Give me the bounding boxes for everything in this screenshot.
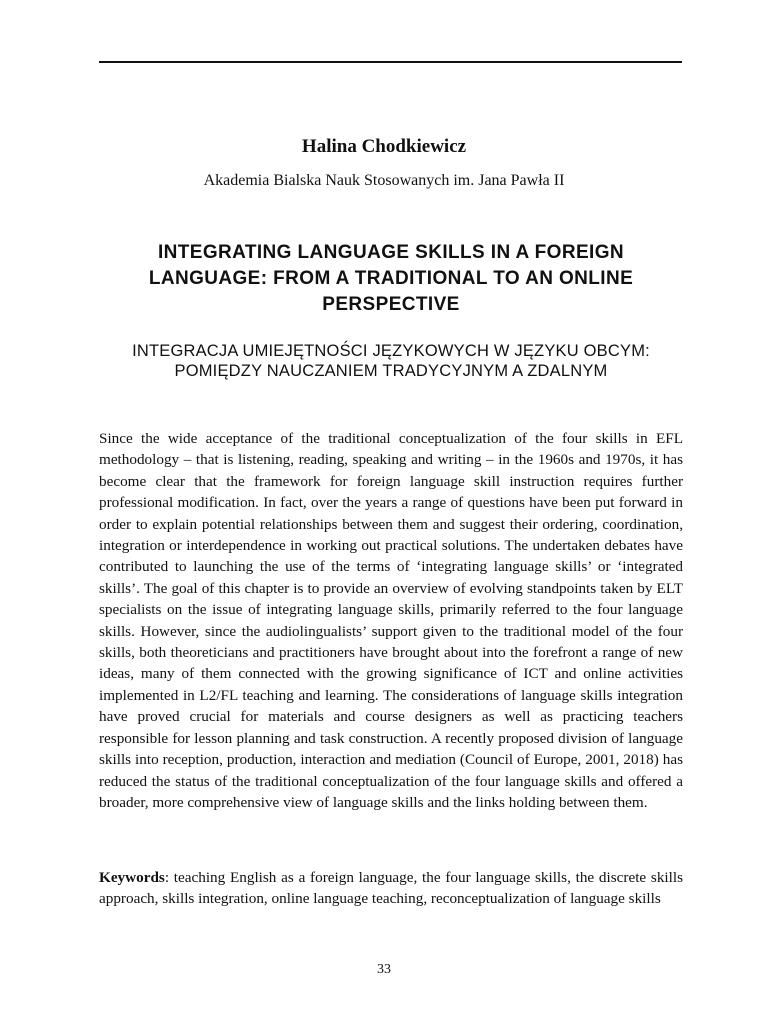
chapter-title-polish xyxy=(100,341,682,381)
title-en-line: INTEGRATING LANGUAGE SKILLS IN A FOREIGN xyxy=(157,242,625,263)
page-number: 33 xyxy=(377,962,391,977)
abstract-paragraph: Since the wide acceptance of the traditional conceptualization of the four skills in EFL methodology – that is listening, reading, speaking and writing – in the 1960s and 1970s, it has become clear that the framework for foreign language skill instruction requires further professional modification. In fact, over the years a range of questions have been put forward in order to explain potential relationships between them and suggest their ordering, coordination, integration or interdependence in working out practical solutions. The undertaken debates have contributed to launching the use of the terms of ‘integrating language skills’ or ‘integrated skills’. The goal of this chapter is to provide an overview of evolving standpoints taken by ELT specialists on the issue of integrating language skills, primarily referred to the four language skills. However, since the audiolingualists’ support given to the traditional model of the four skills, both theoreticians and practitioners have brought about into the forefront a range of new ideas, many of them connected with the growing significance of ICT and online activities implemented in L2/FL teaching and learning. The considerations of language skills integration have proved crucial for materials and course designers as well as practicing teachers responsible for lesson planning and task construction. A recently proposed division of language skills into reception, production, interaction and mediation (Council of Europe, 2001, 2018) has reduced the status of the traditional conceptualization of the four language skills and offered a broader, more comprehensive view of language skills and the links holding between them. xyxy=(99,430,683,811)
keywords-paragraph xyxy=(99,867,683,910)
keywords-label: Keywords xyxy=(99,869,165,886)
title-pl-line: INTEGRACJA UMIEJĘTNOŚCI JĘZYKOWYCH W JĘZYKU OBCYM: xyxy=(132,342,650,360)
chapter-title-english xyxy=(100,240,682,318)
title-en-line: PERSPECTIVE xyxy=(322,294,460,315)
title-pl-line: POMIĘDZY NAUCZANIEM TRADYCYJNYM A ZDALNYM xyxy=(174,362,608,380)
header-rule xyxy=(99,61,682,63)
author-affiliation: Akademia Bialska Nauk Stosowanych im. Jana Pawła II xyxy=(203,172,565,189)
author-name: Halina Chodkiewicz xyxy=(301,136,467,157)
title-en-line: LANGUAGE: FROM A TRADITIONAL TO AN ONLINE xyxy=(148,268,634,289)
keywords-text: : teaching English as a foreign language, the four language skills, the discrete skills approach, skills integration, online language teaching, reconceptualization of language skills xyxy=(99,869,683,908)
